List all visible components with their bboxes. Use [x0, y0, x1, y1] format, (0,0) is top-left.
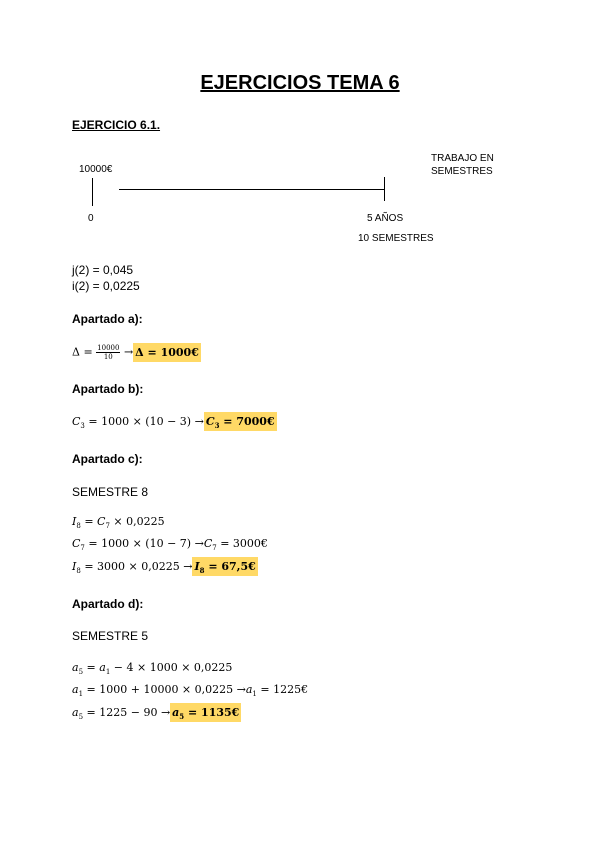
rate-j2: j(2) = 0,045	[72, 263, 134, 277]
delta-lhs: Δ =	[72, 345, 93, 359]
var: a	[72, 706, 79, 719]
var: a	[245, 683, 253, 696]
fraction-denominator: 10	[103, 353, 113, 361]
section-d-line1	[72, 661, 232, 676]
timeline-end-tick	[384, 177, 385, 201]
subscript: 3	[80, 422, 85, 430]
var: a	[72, 661, 79, 674]
result-var: C	[205, 415, 215, 428]
section-a-result: Δ = 1000€	[133, 343, 201, 362]
section-c-semester: SEMESTRE 8	[72, 485, 149, 499]
section-c-line2	[72, 537, 268, 552]
result-value: = 1225€	[256, 683, 309, 696]
expression: = 3000 × 0,0225 →	[80, 560, 193, 573]
rate-i2: i(2) = 0,0225	[72, 279, 140, 293]
result-value: = 1135€	[184, 706, 240, 719]
subscript: 7	[105, 522, 110, 530]
expression: = 1000 + 10000 × 0,0225 →	[83, 683, 246, 696]
var: C	[72, 537, 81, 550]
section-d-heading: Apartado d):	[72, 597, 144, 611]
page-title: EJERCICIOS TEMA 6	[200, 72, 400, 94]
result-subscript: 5	[179, 712, 185, 721]
var: I	[72, 515, 77, 528]
section-a-heading: Apartado a):	[72, 312, 143, 326]
subscript: 8	[76, 567, 81, 575]
timeline-start-tick	[92, 178, 93, 206]
section-c-line1	[72, 515, 165, 530]
subscript: 7	[212, 544, 217, 552]
subscript: 1	[105, 668, 111, 676]
section-c-heading: Apartado c):	[72, 452, 143, 466]
timeline-start-label: 0	[88, 213, 94, 224]
arrow: →	[123, 345, 134, 359]
timeline-note-line2: SEMESTRES	[431, 166, 493, 177]
result-value: = 67,5€	[204, 560, 256, 573]
section-c-line3	[72, 560, 258, 575]
fraction-numerator: 10000	[97, 344, 120, 352]
result-var: I	[194, 560, 200, 573]
subscript: 1	[252, 690, 257, 698]
fraction	[96, 344, 120, 361]
result-var: a	[172, 706, 180, 719]
timeline-start-amount: 10000€	[79, 164, 113, 175]
var: I	[72, 560, 77, 573]
subscript: 1	[78, 690, 84, 698]
var: a	[72, 683, 79, 696]
subscript: 8	[76, 522, 81, 530]
result-value: = 3000€	[216, 537, 268, 550]
timeline-end-years: 5 AÑOS	[367, 213, 404, 224]
section-b-heading: Apartado b):	[72, 382, 144, 396]
var-c: C	[72, 415, 81, 428]
exercise-heading: EJERCICIO 6.1.	[72, 118, 161, 132]
result-subscript: 3	[214, 421, 220, 430]
timeline-note-line1: TRABAJO EN	[431, 153, 494, 164]
section-b-result	[204, 412, 277, 431]
var: a	[99, 661, 106, 674]
subscript: 5	[78, 668, 84, 676]
expression: − 4 × 1000 × 0,0225	[110, 661, 233, 674]
expression: = 1000 × (10 − 3) →	[84, 415, 204, 428]
section-b-formula	[72, 415, 277, 430]
equals: =	[80, 515, 98, 528]
subscript: 5	[78, 713, 84, 721]
section-c-result	[192, 557, 257, 576]
section-a-formula	[72, 344, 201, 361]
expression: × 0,0225	[109, 515, 165, 528]
expression: = 1000 × (10 − 7) →	[84, 537, 204, 550]
var: C	[97, 515, 106, 528]
section-d-line2	[72, 683, 308, 698]
timeline-end-semesters: 10 SEMESTRES	[358, 233, 434, 244]
timeline-axis	[119, 189, 384, 190]
section-d-result	[170, 703, 241, 722]
section-d-semester: SEMESTRE 5	[72, 629, 149, 643]
result-subscript: 8	[199, 566, 205, 575]
equals: =	[83, 661, 100, 674]
section-d-line3	[72, 706, 241, 721]
expression: = 1225 − 90 →	[83, 706, 171, 719]
subscript: 7	[80, 544, 85, 552]
result-value: = 7000€	[219, 415, 275, 428]
var: C	[203, 537, 213, 550]
